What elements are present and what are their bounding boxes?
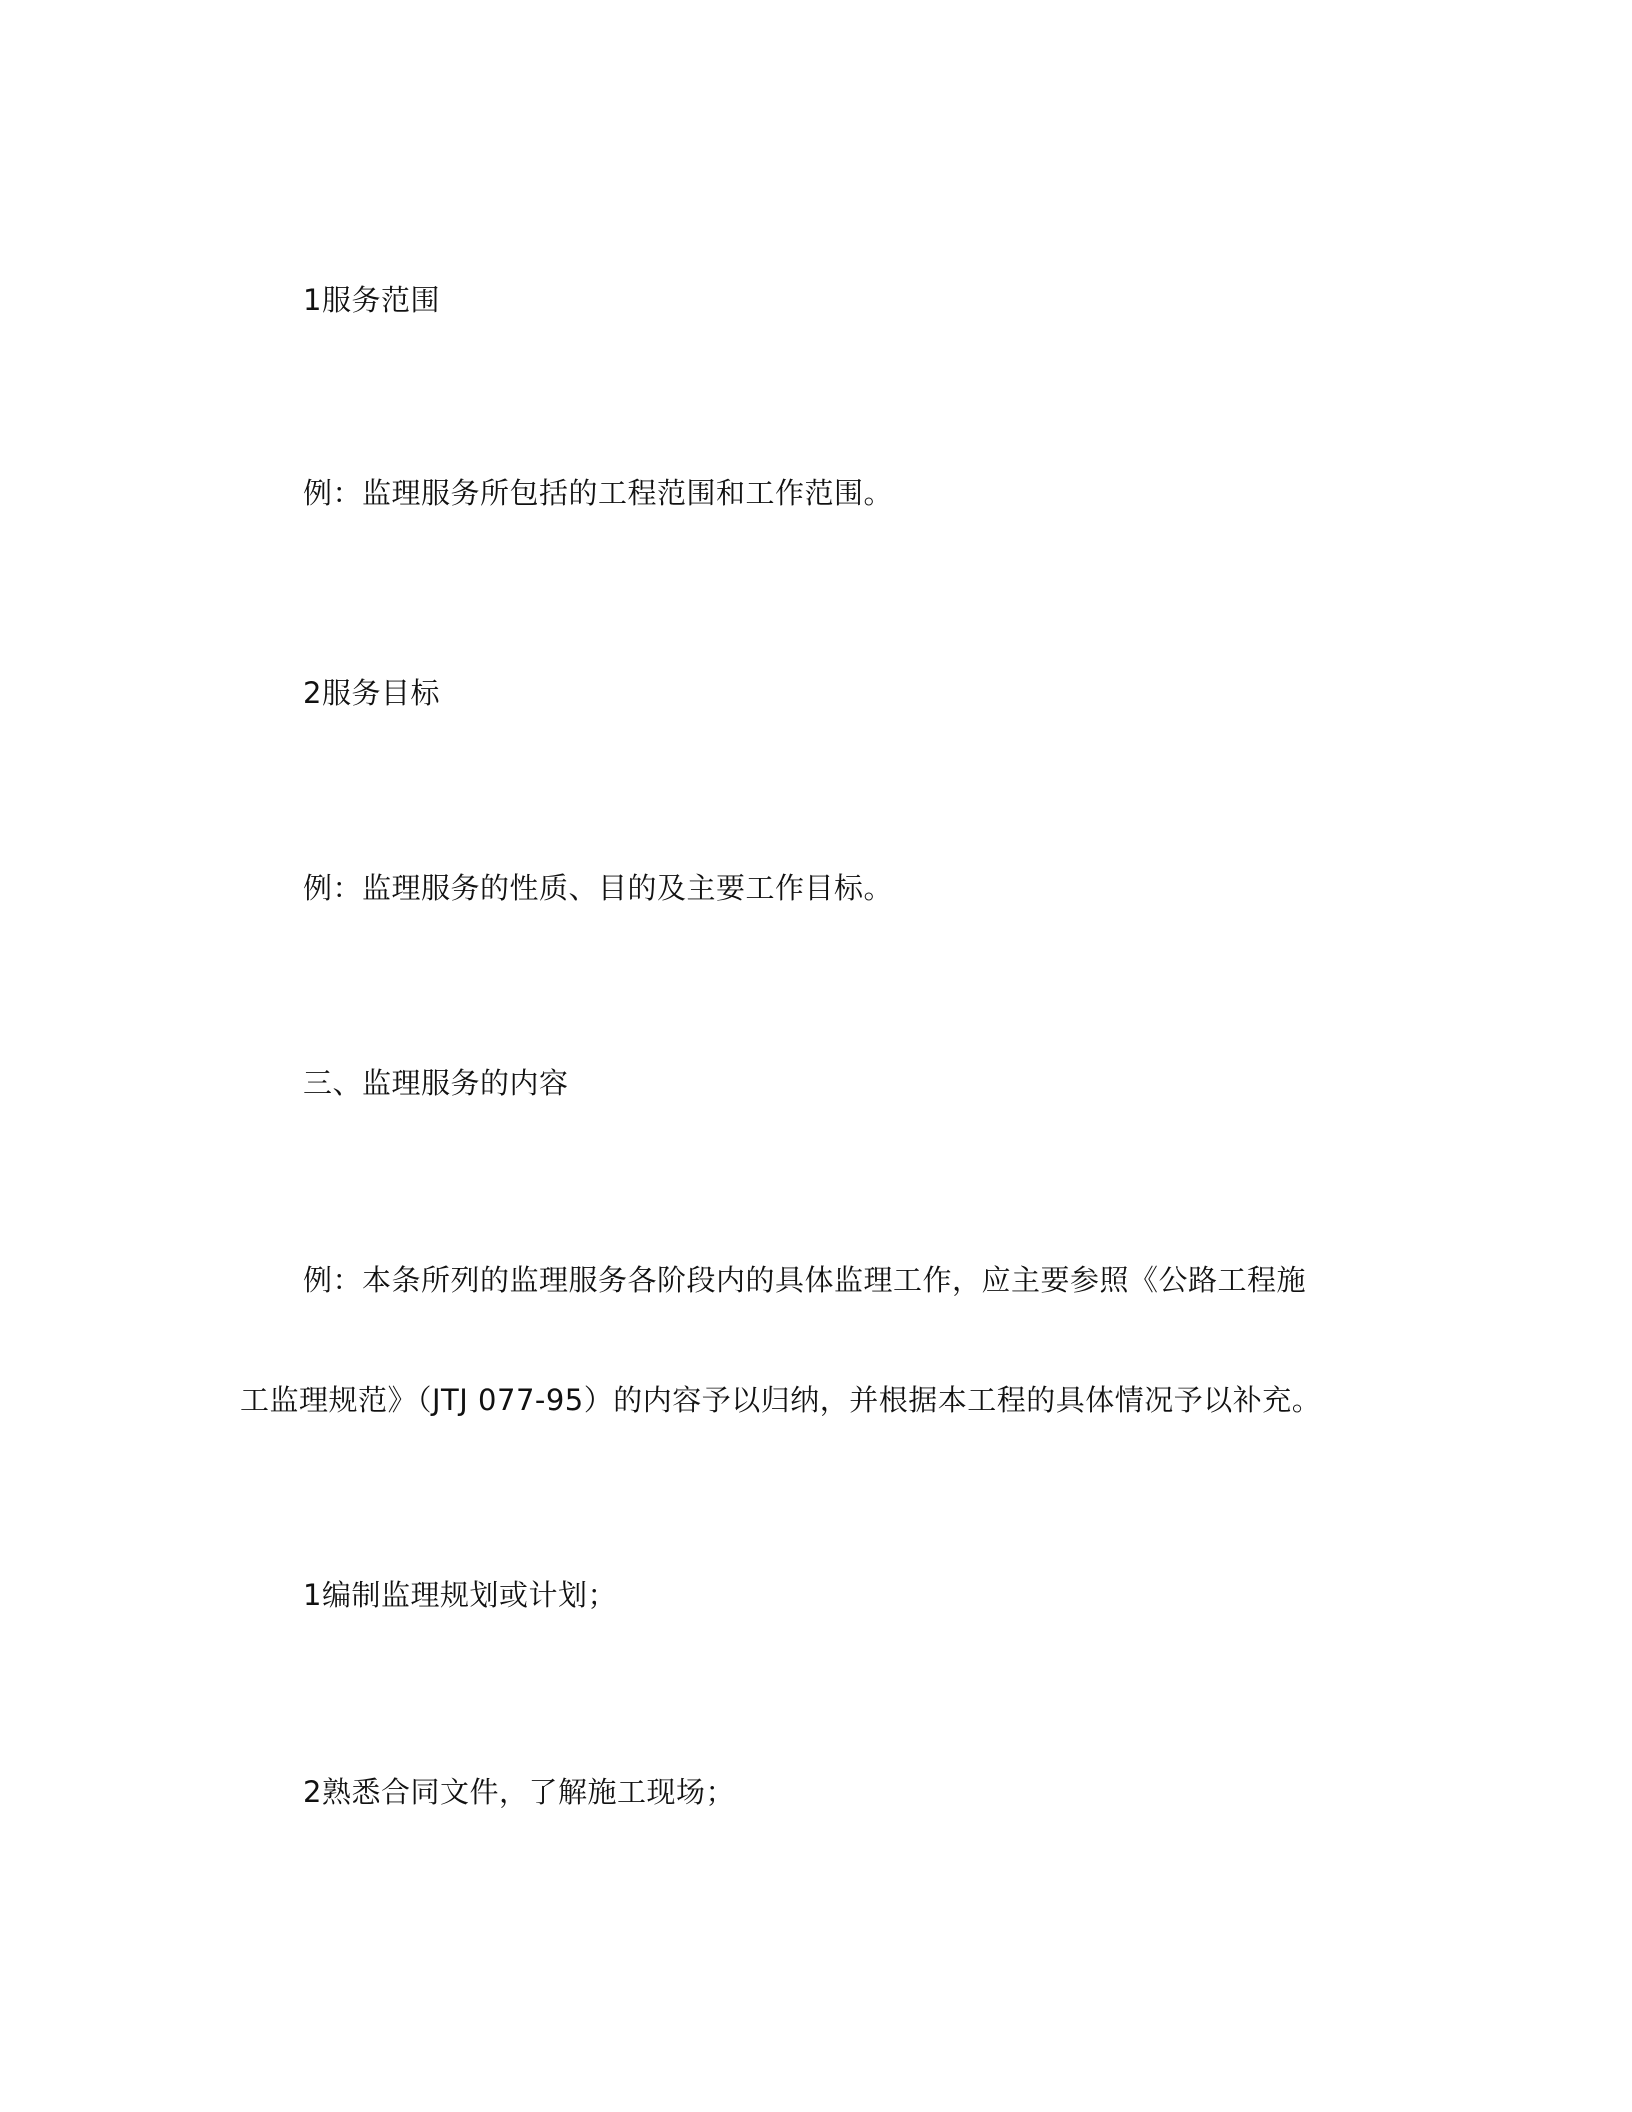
example-service-content-line2: 工监理规范》（JTJ 077-95）的内容予以归纳，并根据本工程的具体情况予以补充。	[240, 1383, 1322, 1417]
example-service-content-line1: 例：本条所列的监理服务各阶段内的具体监理工作，应主要参照《公路工程施	[303, 1263, 1307, 1297]
section-heading-service-goal: 2服务目标	[303, 676, 440, 710]
list-item-1: 1编制监理规划或计划；	[303, 1578, 617, 1612]
example-service-scope: 例：监理服务所包括的工程范围和工作范围。	[303, 476, 894, 510]
section-heading-service-scope: 1服务范围	[303, 283, 440, 317]
chapter-heading-service-content: 三、监理服务的内容	[303, 1066, 569, 1100]
list-item-2: 2熟悉合同文件，了解施工现场；	[303, 1775, 735, 1809]
example-service-goal: 例：监理服务的性质、目的及主要工作目标。	[303, 871, 894, 905]
